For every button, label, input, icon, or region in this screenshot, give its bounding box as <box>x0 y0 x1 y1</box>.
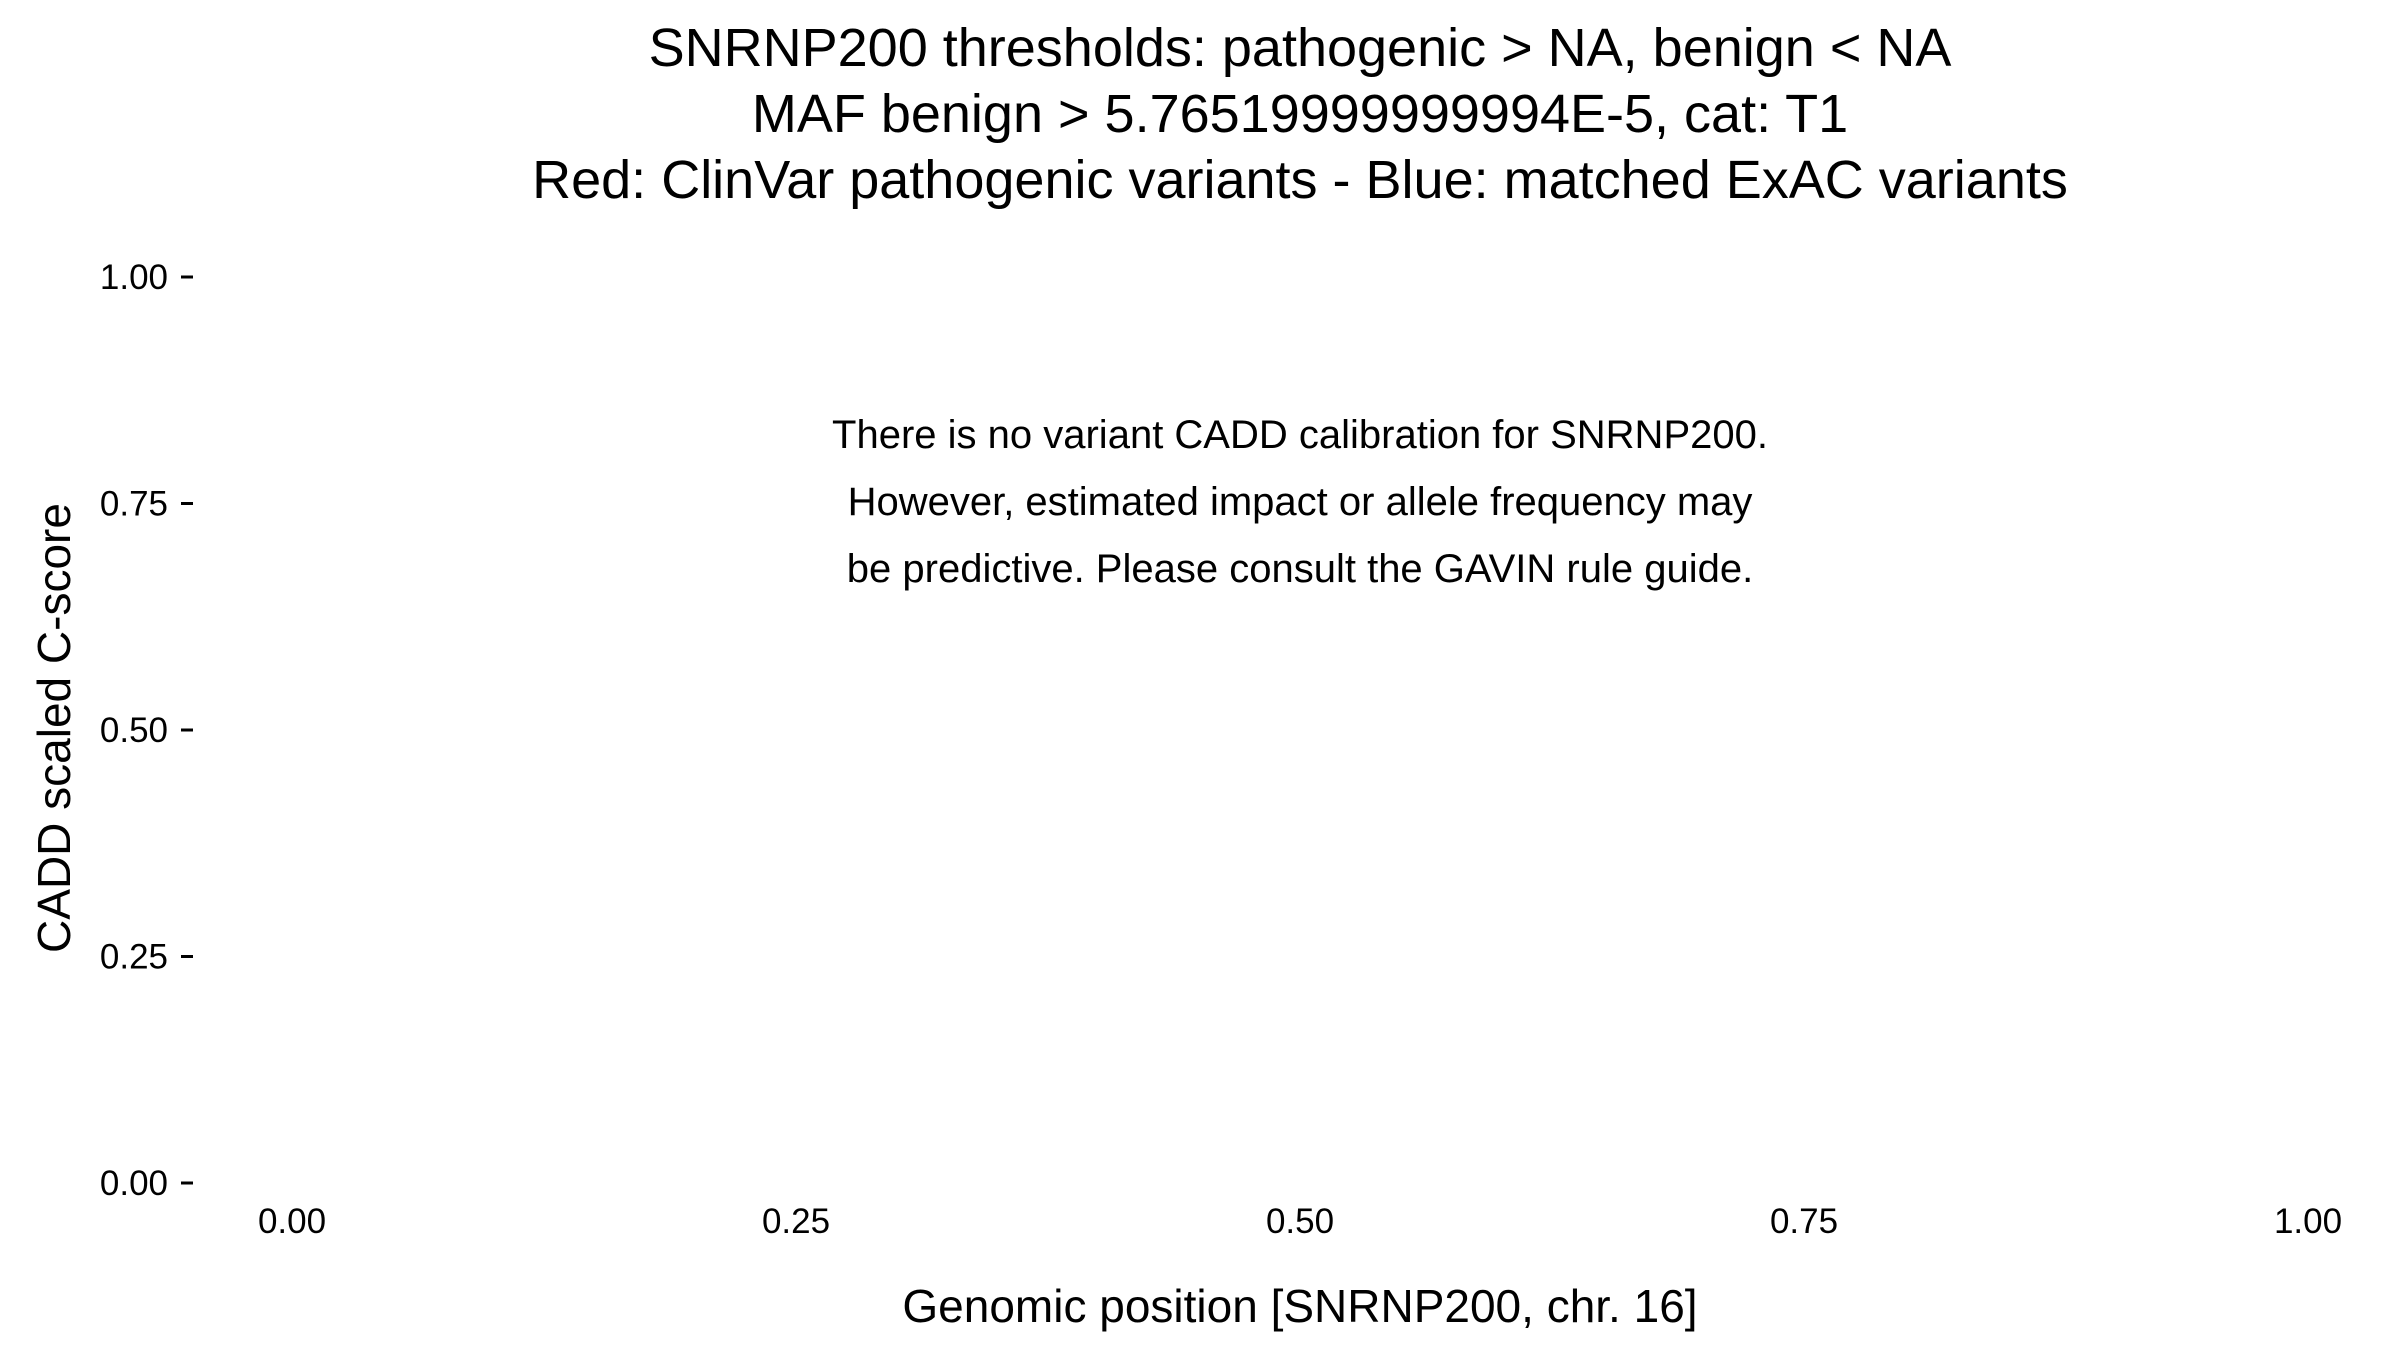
y-axis-title: CADD scaled C-score <box>28 503 80 953</box>
x-axis-title: Genomic position [SNRNP200, chr. 16] <box>902 1280 1698 1332</box>
x-tick-label: 0.50 <box>1265 1202 1335 1241</box>
y-tick-label: 0.50 <box>99 711 168 750</box>
annotation <box>832 413 1768 591</box>
x-axis <box>258 1202 2342 1241</box>
annotation-line-2: However, estimated impact or allele frequency may <box>847 480 1753 524</box>
title-line-3: Red: ClinVar pathogenic variants - Blue: matched ExAC variants <box>532 150 2068 210</box>
annotation-line-1: There is no variant CADD calibration for SNRNP200. <box>832 413 1768 457</box>
title-line-2: MAF benign > 5.76519999999994E-5, cat: T1 <box>751 84 1849 144</box>
y-tick-label: 1.00 <box>99 258 168 297</box>
y-tick-label: 0.75 <box>99 484 168 524</box>
y-tick-label: 0.25 <box>99 937 168 977</box>
x-tick-label: 0.25 <box>761 1202 831 1241</box>
y-tick-label: 0.00 <box>99 1164 168 1203</box>
chart-title <box>532 18 2068 210</box>
annotation-line-3: be predictive. Please consult the GAVIN rule guide. <box>846 547 1754 591</box>
x-tick-label: 0.75 <box>1769 1202 1839 1241</box>
x-tick-label: 0.00 <box>257 1202 327 1241</box>
title-line-1: SNRNP200 thresholds: pathogenic > NA, benign < NA <box>648 18 1952 78</box>
y-axis <box>100 258 193 1203</box>
x-tick-label: 1.00 <box>2273 1202 2343 1241</box>
